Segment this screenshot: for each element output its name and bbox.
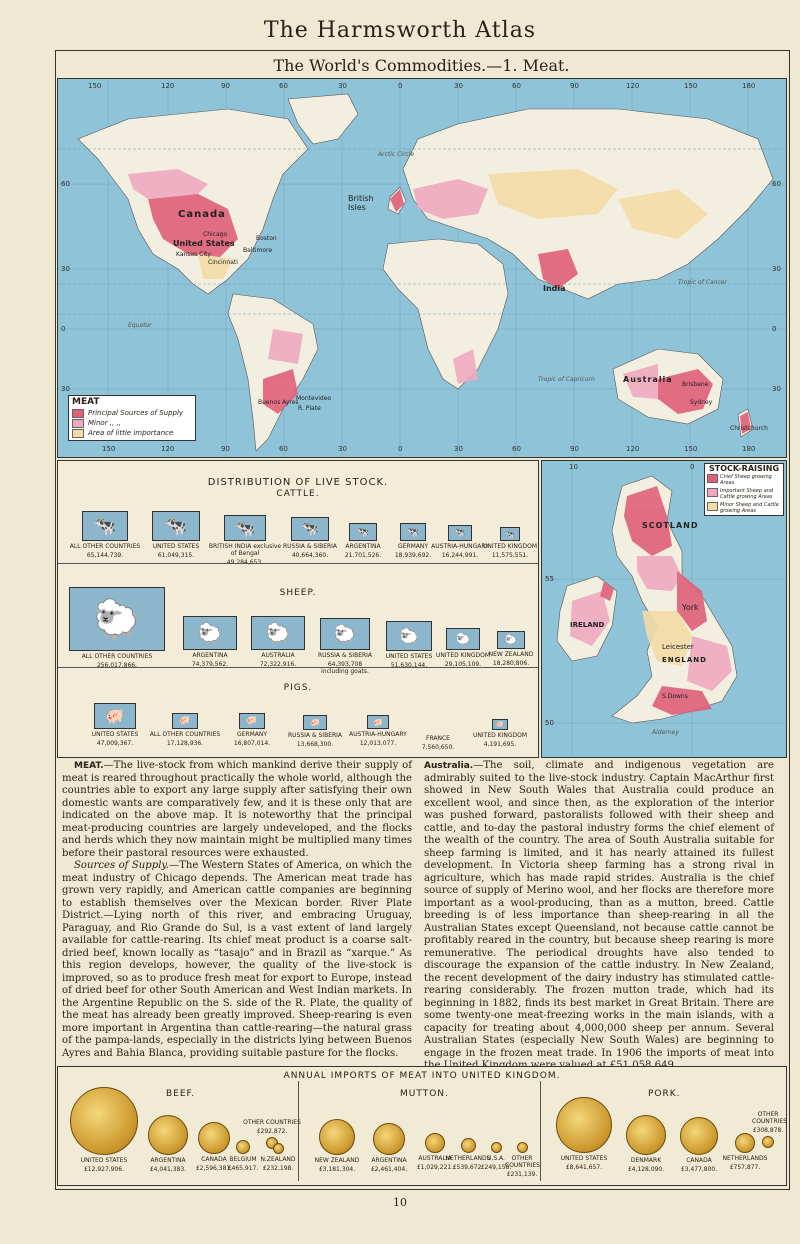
legend-item: [69, 428, 195, 438]
coin-label: ARGENTINA: [371, 1157, 407, 1164]
sovereign-coin-icon: [626, 1115, 666, 1155]
coin-label: BELGIUM: [229, 1156, 257, 1163]
label-york: York: [682, 603, 699, 612]
sovereign-coin-icon: [236, 1140, 250, 1154]
pig-label: UNITED STATES: [91, 731, 139, 738]
mutton-coin: [366, 1123, 412, 1173]
cattle-label: RUSSIA & SIBERIA: [282, 543, 338, 550]
label-australia: Australia: [623, 375, 673, 384]
coin-value: £8,641,657.: [565, 1164, 603, 1171]
cattle-heading: CATTLE.: [276, 489, 320, 499]
top-tick: 30: [454, 82, 463, 90]
bottom-tick: 180: [742, 445, 756, 453]
pork-heading: PORK.: [648, 1089, 681, 1099]
cattle-item: [431, 525, 489, 559]
sheep-label: ALL OTHER COUNTRIES: [81, 653, 153, 660]
beef-coin: [258, 1143, 298, 1172]
paragraph: [62, 760, 412, 860]
coin-label: OTHER COUNTRIES: [752, 1111, 787, 1125]
sheep-item: [246, 616, 310, 668]
cattle-label: ALL OTHER COUNTRIES: [69, 543, 141, 550]
coin-label: N.ZEALAND: [260, 1156, 296, 1163]
swatch-minor-stock: [707, 502, 718, 511]
lon-tick: 0: [690, 463, 695, 471]
live-stock-distribution: [57, 460, 539, 758]
label-canada: Canada: [178, 209, 226, 220]
left-tick: 30: [61, 265, 70, 273]
swatch-chief: [707, 474, 718, 483]
stock-raising-map: [541, 460, 787, 758]
bottom-tick: 150: [684, 445, 698, 453]
mutton-coin: [312, 1119, 362, 1173]
sovereign-coin-icon: [680, 1117, 718, 1155]
divider: [58, 667, 538, 668]
stock-legend-title: STOCK-RAISING: [708, 464, 780, 473]
coin-value: £232,198.: [262, 1165, 294, 1172]
sheep-item: [68, 587, 166, 669]
right-tick: 60: [772, 180, 781, 188]
coin-value: £757,877.: [729, 1164, 761, 1171]
cattle-item: [484, 527, 536, 559]
label-arctic-circle: Arctic Circle: [378, 151, 415, 158]
pig-value: 7,560,650.: [421, 744, 455, 751]
pig-icon: 🐖: [303, 715, 327, 730]
coin-label: OTHER COUNTRIES: [505, 1155, 540, 1169]
label-christchurch: Christchurch: [730, 425, 768, 432]
legend-label: Area of little importance: [88, 429, 174, 437]
cattle-item: [338, 523, 388, 559]
top-tick: 90: [570, 82, 579, 90]
legend-title: MEAT: [72, 397, 100, 407]
legend-label: Minor ,, ,,: [88, 419, 121, 427]
pig-item: [470, 719, 530, 748]
plate-title: The World's Commodities.—1. Meat.: [273, 56, 570, 75]
top-tick: 180: [742, 82, 756, 90]
label-buenos-ayres: Buenos Ayres: [258, 399, 299, 406]
bottom-tick: 150: [102, 445, 116, 453]
cow-icon: 🐄: [349, 523, 377, 541]
coin-value: £3,477,800.: [680, 1166, 718, 1173]
cattle-label: UNITED STATES: [152, 543, 200, 550]
coin-label: ARGENTINA: [150, 1157, 186, 1164]
right-tick: 30: [772, 385, 781, 393]
label-tropic-cancer: Tropic of Cancer: [678, 279, 727, 286]
coin-value: £2,596,381.: [195, 1165, 233, 1172]
sheep-item: [178, 616, 242, 668]
sovereign-coin-icon: [517, 1142, 528, 1153]
stock-legend-item: [705, 487, 783, 501]
sheep-icon: 🐑: [446, 628, 480, 650]
south-america-land: [228, 294, 318, 451]
cow-icon: 🐄: [500, 527, 520, 541]
sheep-label: NEW ZEALAND: [488, 651, 534, 658]
cattle-item: [280, 517, 340, 559]
label-united-states: United States: [173, 239, 235, 248]
pig-value: 13,668,300.: [296, 741, 334, 748]
sheep-item: [436, 628, 490, 668]
coin-label: NEW ZEALAND: [314, 1157, 360, 1164]
coin-value: £292,872.: [256, 1128, 288, 1135]
sovereign-coin-icon: [319, 1119, 355, 1155]
cattle-item: [388, 523, 438, 559]
cattle-label: AUSTRIA-HUNGARY: [431, 543, 489, 550]
coin-value: £249,158.: [480, 1164, 512, 1171]
label-baltimore: Baltimore: [243, 247, 273, 254]
label-chicago: Chicago: [203, 231, 228, 238]
coin-label: NETHERLANDS: [722, 1155, 768, 1162]
label-ireland: IRELAND: [570, 621, 605, 629]
label-british-isles: British Isles: [348, 194, 374, 212]
stock-legend-label: Chief Sheep growing Areas: [720, 474, 772, 486]
coin-label: CANADA: [201, 1156, 227, 1163]
cattle-label: BRITISH INDIA exclusive of Bengal: [208, 543, 282, 557]
coin-label: NETHERLANDS: [445, 1155, 491, 1162]
sheep-item: [378, 621, 440, 669]
sheep-value: 256,017,866.: [96, 662, 138, 669]
coin-value: £465,917.: [227, 1165, 259, 1172]
top-tick: 60: [279, 82, 288, 90]
lon-tick: 10: [569, 463, 578, 471]
cow-icon: 🐄: [224, 515, 266, 541]
paragraph-lead: Sources of Supply.: [74, 860, 169, 871]
bottom-tick: 90: [570, 445, 579, 453]
swatch-important: [707, 488, 718, 497]
pig-value: 4,191,695.: [483, 741, 517, 748]
divider: [298, 1081, 299, 1181]
mutton-heading: MUTTON.: [400, 1089, 449, 1099]
mutton-coin: [504, 1142, 540, 1178]
label-cincinnati: Cincinnati: [208, 259, 238, 266]
sheep-value: 29,105,109.: [444, 661, 482, 668]
cattle-item: [142, 511, 210, 559]
divider: [58, 563, 538, 564]
pig-item: [224, 713, 280, 747]
bottom-tick: 120: [626, 445, 640, 453]
coin-value: £4,128,090.: [627, 1166, 665, 1173]
pig-label: UNITED KINGDOM: [473, 732, 527, 739]
sheep-label: RUSSIA & SIBERIA: [317, 652, 373, 659]
top-tick: 90: [221, 82, 230, 90]
legend-label: Principal Sources of Supply: [88, 409, 184, 417]
label-india: India: [543, 284, 566, 293]
right-tick: 30: [772, 265, 781, 273]
sheep-value: 72,322,916.: [259, 661, 297, 668]
meat-imports-panel: [57, 1066, 787, 1186]
coin-label: UNITED STATES: [80, 1157, 128, 1164]
cow-icon: 🐄: [152, 511, 200, 541]
sheep-value: 64,393,708 including goats.: [321, 661, 369, 675]
pig-item: [346, 715, 410, 747]
left-tick: 60: [61, 180, 70, 188]
divider: [540, 1081, 541, 1181]
sovereign-coin-icon: [556, 1097, 612, 1153]
meat-legend: [68, 395, 196, 441]
cattle-value: 40,664,360.: [291, 552, 329, 559]
paragraph-lead: Australia.: [424, 761, 474, 771]
stock-legend-label: Minor Sheep and Cattle growing Areas: [720, 502, 779, 514]
left-tick: 30: [61, 385, 70, 393]
paragraph: [62, 860, 412, 1060]
sovereign-coin-icon: [273, 1143, 284, 1154]
cattle-item: [208, 515, 282, 566]
top-tick: 30: [338, 82, 347, 90]
sovereign-coin-icon: [373, 1123, 405, 1155]
atlas-title: The Harmsworth Atlas: [263, 18, 537, 43]
top-tick: 0: [398, 82, 403, 90]
label-scotland: SCOTLAND: [642, 521, 699, 530]
top-tick: 120: [161, 82, 175, 90]
sheep-icon: 🐑: [251, 616, 305, 650]
pig-item: [148, 713, 222, 747]
stock-raising-legend: [704, 463, 784, 516]
pig-icon: 🐖: [492, 719, 508, 730]
sovereign-coin-icon: [198, 1122, 230, 1154]
sovereign-coin-icon: [70, 1087, 138, 1155]
bottom-tick: 60: [279, 445, 288, 453]
coin-value: £231,139.: [506, 1171, 538, 1178]
coin-value: £539,672.: [452, 1164, 484, 1171]
pig-icon: 🐖: [172, 713, 198, 729]
pig-item: [80, 703, 150, 747]
cow-icon: 🐄: [448, 525, 472, 541]
pig-label: FRANCE: [426, 735, 450, 742]
label-s-downs: S.Downs: [662, 693, 688, 700]
lat-tick: 50: [545, 719, 554, 727]
cattle-value: 49,284,653.: [226, 559, 264, 566]
pig-item: [414, 733, 462, 751]
beef-coin: [64, 1087, 144, 1173]
sheep-item: [486, 631, 536, 667]
page-number: 10: [393, 1196, 407, 1209]
cattle-value: 65,144,739.: [86, 552, 124, 559]
sheep-icon: 🐑: [69, 587, 165, 651]
label-sydney: Sydney: [690, 399, 713, 406]
pigs-heading: PIGS.: [283, 683, 313, 693]
sheep-value: 74,379,562.: [191, 661, 229, 668]
left-tick: 0: [61, 325, 66, 333]
paragraph: [424, 760, 774, 1073]
top-tick: 150: [684, 82, 698, 90]
top-tick: 150: [88, 82, 102, 90]
coin-label: U.S.A.: [487, 1155, 505, 1162]
paragraph-body: —The Western States of America, on which the meat industry of Chicago depends. The American meat trade has grown very rapidly, and American cattle companies are beginning to establish themselves over the Mexican border. River Plate District.—Lying north of this river, and embracing Uruguay, Paraguay, and Rio Grande do Sul, is a vast extent of land largely available for cattle-rearing. Its chief meat product is a coarse salt-dried beef, known locally as “tasajo” and in Brazil as “xarque.” As this region develops, however, the quality of the live-stock is improved, so as to produce fresh meat for export to Europe, instead of dried beef for other South American and West Indian markets. In the Argentine Republic on the S. side of the R. Plate, the quality of the meat has already been greatly improved. Sheep-rearing is even more important in Argentina than cattle-rearing—the natural grass of the pampa-lands, especially in the districts lying between Buenos Ayres and Bahia Blanca, providing suitable pasture for the flocks.: [62, 860, 412, 1059]
coin-value: £4,041,383.: [149, 1166, 187, 1173]
cattle-value: 11,575,551.: [491, 552, 529, 559]
cattle-label: GERMANY: [397, 543, 429, 550]
sovereign-coin-icon: [425, 1133, 445, 1153]
pig-icon: 🐖: [367, 715, 389, 729]
bottom-tick: 30: [338, 445, 347, 453]
coin-value: £2,461,404.: [370, 1166, 408, 1173]
right-tick: 0: [772, 325, 777, 333]
sovereign-coin-icon: [762, 1136, 774, 1148]
swatch-principal: [72, 409, 84, 418]
label-boston: Boston: [256, 235, 277, 242]
stock-legend-label: Important Sheep and Cattle growing Areas: [720, 488, 774, 500]
swatch-little: [72, 429, 84, 438]
bottom-tick: 60: [512, 445, 521, 453]
bottom-tick: 30: [454, 445, 463, 453]
coin-label: CANADA: [686, 1157, 712, 1164]
cattle-value: 18,939,692.: [394, 552, 432, 559]
sheep-icon: 🐑: [320, 618, 370, 650]
sovereign-coin-icon: [148, 1115, 188, 1155]
cattle-item: [66, 511, 144, 559]
sheep-label: AUSTRALIA: [261, 652, 295, 659]
sheep-label: ARGENTINA: [192, 652, 228, 659]
pig-icon: 🐖: [94, 703, 136, 729]
pork-coin: [552, 1097, 616, 1171]
cow-icon: 🐄: [82, 511, 128, 541]
coin-value: £3,181,304.: [318, 1166, 356, 1173]
sheep-value: 51,630,144.: [390, 662, 428, 669]
beef-heading: BEEF.: [166, 1089, 196, 1099]
pig-label: ALL OTHER COUNTRIES: [149, 731, 221, 738]
pig-value: 17,128,936.: [166, 740, 204, 747]
sheep-icon: 🐑: [386, 621, 432, 651]
coin-value: £1,029,221.: [416, 1164, 454, 1171]
paragraph-lead: MEAT.: [74, 761, 104, 771]
coin-label: OTHER COUNTRIES: [243, 1119, 301, 1126]
swatch-minor: [72, 419, 84, 428]
paragraph-body: —The soil, climate and indigenous vegetation are admirably suited to the live-stock industry. Captain MacArthur first showed in New South Wales that Australia could produce an excellent wool, and since then, as the exploration of the interior was pushed forward, pastoralists followed with their sheep and cattle, and to-day the pastoral industry forms the chief element of the wealth of the country. The area of South Australia suitable for sheep farming is limited, and it has nearly attained its fullest development. In Victoria sheep farming has a strong rival in agriculture, which has made rapid strides. Australia is the chief source of supply of Merino wool, and her flocks are therefore more important as a wool-producing, than as a mutton, breed. Cattle breeding is of less importance than sheep-rearing in all the Australian States except Queensland, not because cattle cannot be profitably reared in the country, but because sheep rearing is more remunerative. The periodical droughts have also tended to discourage the expansion of the cattle industry. In New Zealand, the recent development of the dairy industry has stimulated cattle-rearing considerably. The frozen mutton trade, which had its beginning in 1882, finds its best market in Great Britain. There are some twenty-one meat-freezing works in the main islands, with a capacity for treating about 4,000,000 sheep per annum. Several Australian States (especially New South Wales) are beginning to engage in the frozen meat trade. In 1906 the imports of meat into: [424, 760, 774, 1059]
sovereign-coin-icon: [491, 1142, 502, 1153]
coin-label: UNITED STATES: [560, 1155, 608, 1162]
pig-label: GERMANY: [236, 731, 268, 738]
pig-value: 47,009,367.: [96, 740, 134, 747]
label-england: ENGLAND: [662, 656, 707, 664]
label-kansas-city: Kansas City: [176, 251, 211, 258]
coin-label: DENMARK: [630, 1157, 662, 1164]
sheep-value: 18,280,806.: [492, 660, 530, 667]
coin-value: £308,878.: [752, 1127, 784, 1134]
sheep-icon: 🐑: [497, 631, 525, 649]
pork-coin: [674, 1117, 724, 1173]
label-montevideo: Montevideo: [296, 395, 332, 402]
sheep-heading: SHEEP.: [279, 588, 317, 598]
pig-item: [284, 715, 346, 748]
cattle-value: 61,049,315.: [157, 552, 195, 559]
coin-value: £12,927,906.: [83, 1166, 125, 1173]
text-column-left: [62, 760, 412, 1060]
cattle-label: ARGENTINA: [345, 543, 381, 550]
text-column-right: [424, 760, 774, 1073]
label-equator: Equator: [128, 322, 152, 329]
legend-item: [69, 418, 195, 428]
stock-legend-item: [705, 501, 783, 515]
label-r-plate: R. Plate: [298, 405, 321, 412]
bottom-tick: 120: [161, 445, 175, 453]
legend-item: [69, 408, 195, 418]
coin-label: AUSTRALIA: [418, 1155, 452, 1162]
lat-tick: 55: [545, 575, 554, 583]
cattle-label: UNITED KINGDOM: [483, 543, 537, 550]
beef-coin: [142, 1115, 194, 1173]
pig-label: AUSTRIA-HUNGARY: [349, 731, 407, 738]
pig-icon: 🐖: [239, 713, 265, 729]
label-alderney: Alderney: [652, 729, 679, 736]
cow-icon: 🐄: [291, 517, 329, 541]
stock-legend-item: [705, 473, 783, 487]
label-brisbane: Brisbane: [682, 381, 709, 388]
pig-label: RUSSIA & SIBERIA: [287, 732, 343, 739]
top-tick: 60: [512, 82, 521, 90]
label-leicester: Leicester: [662, 643, 694, 651]
sheep-label: UNITED KINGDOM: [436, 652, 490, 659]
distribution-title: DISTRIBUTION OF LIVE STOCK.: [207, 477, 389, 488]
top-tick: 120: [626, 82, 640, 90]
pork-coin: [752, 1109, 787, 1148]
cattle-value: 21,701,526.: [344, 552, 382, 559]
pig-value: 12,013,077.: [359, 740, 397, 747]
sheep-icon: 🐑: [183, 616, 237, 650]
sovereign-coin-icon: [461, 1138, 476, 1153]
pork-coin: [620, 1115, 672, 1173]
bottom-tick: 90: [221, 445, 230, 453]
bottom-tick: 0: [398, 445, 403, 453]
paragraph-body: —The live-stock from which mankind derive their supply of meat is reared throughout practically the whole world, although the countries able to export any large supply after satisfying their own domestic wants are comparatively few, and it is these only that are indicated on the above map. It is noteworthy that the principal meat-producing countries are largely undeveloped, and the flocks and herds which they now maintain might be multiplied many times before their pastoral resources were exhausted.: [62, 760, 412, 859]
pig-value: 16,807,014.: [233, 740, 271, 747]
label-tropic-capricorn: Tropic of Capricorn: [538, 376, 595, 383]
cattle-value: 16,244,991.: [441, 552, 479, 559]
imports-title: ANNUAL IMPORTS OF MEAT INTO UNITED KINGDOM.: [283, 1071, 561, 1081]
sheep-label: UNITED STATES: [385, 653, 433, 660]
cow-icon: 🐄: [400, 523, 426, 541]
